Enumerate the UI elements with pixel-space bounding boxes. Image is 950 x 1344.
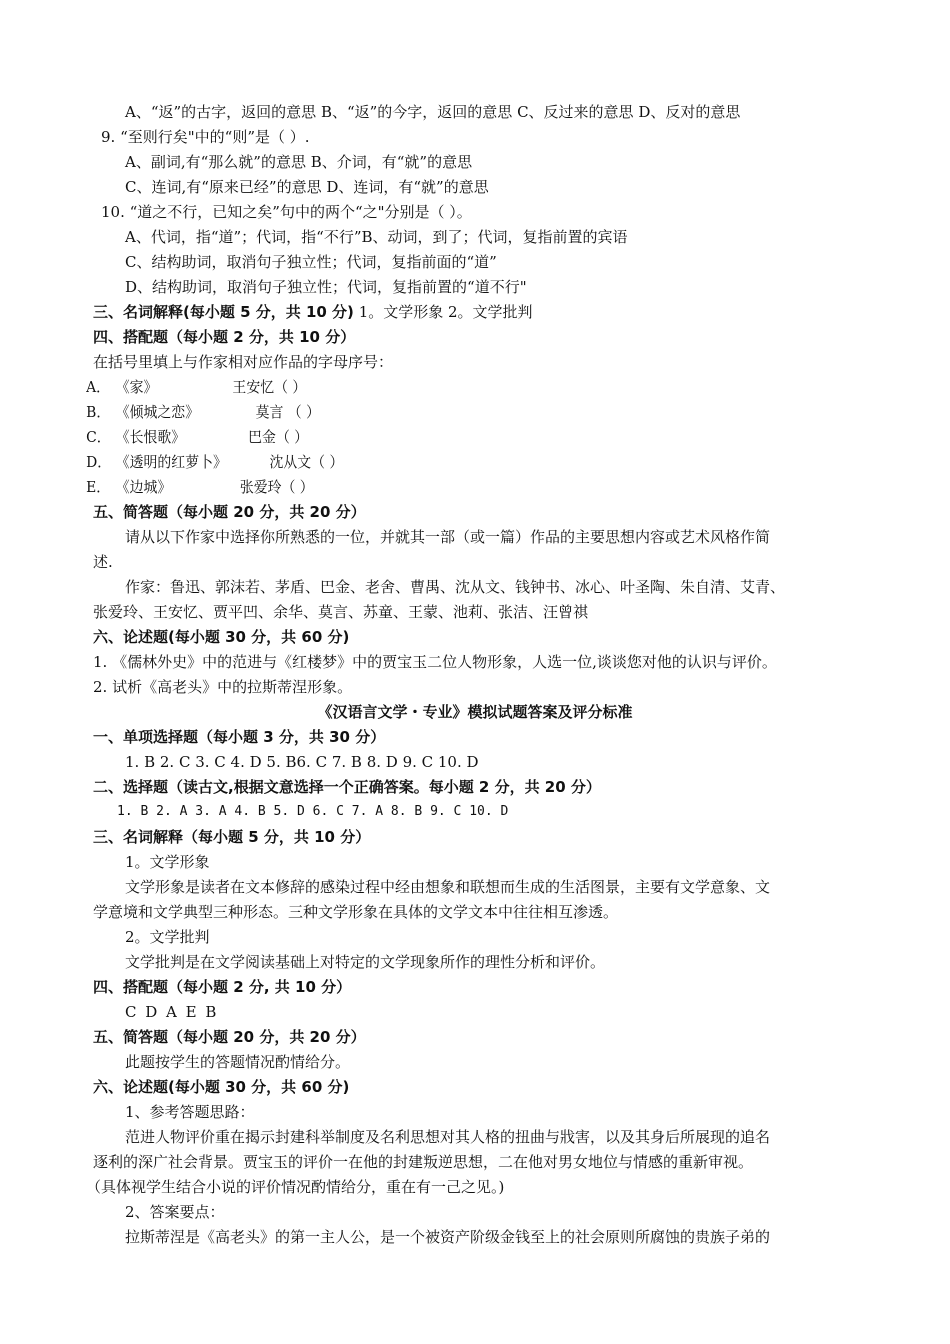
- section-4-heading: 四、搭配题（每小题 2 分，共 10 分）: [93, 328, 356, 346]
- match-work: 《长恨歌》: [115, 428, 186, 446]
- match-work: 《倾城之恋》: [115, 403, 200, 421]
- match-author: 莫言 （ ）: [255, 403, 320, 421]
- match-author: 王安忆（ ）: [232, 378, 307, 396]
- answer-4-heading: 四、搭配题（每小题 2 分, 共 10 分）: [93, 978, 352, 996]
- match-letter: C．: [86, 428, 111, 446]
- q10-option-c: C、结构助词，取消句子独立性；代词，复指前面的“道”: [125, 253, 497, 271]
- match-row-a: [0, 377, 880, 397]
- section-4-instruction: 在括号里填上与作家相对应作品的字母序号：: [93, 353, 394, 371]
- section-5-heading: 五、简答题（每小题 20 分，共 20 分）: [93, 503, 366, 521]
- q9-options-ab: A、副词,有“那么就”的意思 B、介词，有“就”的意思: [125, 153, 473, 171]
- match-author: 张爱玲（ ）: [239, 478, 314, 496]
- match-letter: A．: [86, 378, 111, 396]
- q8-options: A、“返”的古字，返回的意思 B、“返”的今字，返回的意思 C、反过来的意思 D、反对的意思: [125, 103, 741, 121]
- section-6-q2: 2. 试析《高老头》中的拉斯蒂涅形象。: [93, 678, 353, 696]
- answer-5-heading: 五、简答题（每小题 20 分，共 20 分）: [93, 1028, 366, 1046]
- answer-6-para-2-a: 拉斯蒂涅是《高老头》的第一主人公，是一个被资产阶级金钱至上的社会原则所腐蚀的贵族子弟的: [125, 1228, 771, 1246]
- match-work: 《边城》: [115, 478, 172, 496]
- q10-stem: 10. “道之不行，已知之矣”句中的两个“之"分别是（ ）。: [101, 203, 472, 221]
- answer-6-para-1-a: 范进人物评价重在揭示封建科举制度及名利思想对其人格的扭曲与戕害，以及其身后所展现的追名: [125, 1128, 771, 1146]
- match-row-d: [0, 452, 880, 472]
- answer-2-values: 1. B 2. A 3. A 4. B 5. D 6. C 7. A 8. B 9. C 10. D: [117, 804, 509, 819]
- answer-6-para-1-c: （具体视学生结合小说的评价情况酌情给分，重在有一己之见。): [86, 1178, 505, 1196]
- answer-key-title: 《汉语言文学・专业》模拟试题答案及评分标准: [317, 703, 633, 721]
- answer-3-def-1-a: 文学形象是读者在文本修辞的感染过程中经由想象和联想而生成的生活图景，主要有文学意象、文: [125, 878, 771, 896]
- section-6-heading: 六、论述题(每小题 30 分，共 60 分): [93, 628, 350, 646]
- section-5-para2-b: 张爱玲、王安忆、贾平凹、余华、莫言、苏童、王蒙、池莉、张洁、汪曾祺: [93, 603, 589, 621]
- match-letter: D．: [86, 453, 112, 471]
- answer-6-title-1: 1、参考答题思路：: [125, 1103, 255, 1121]
- section-5-para2-a: 作家：鲁迅、郭沫若、茅盾、巴金、老舍、曹禺、沈从文、钱钟书、冰心、叶圣陶、朱自清、艾青、: [125, 578, 786, 596]
- section-3-items: 1。文学形象 2。文学批判: [358, 303, 533, 321]
- match-letter: E．: [86, 478, 111, 496]
- match-row-c: [0, 427, 880, 447]
- q10-option-d: D、结构助词，取消句子独立性；代词，复指前置的“道不行": [125, 278, 527, 296]
- match-author: 巴金（ ）: [248, 428, 309, 446]
- match-work: 《透明的红萝卜》: [115, 453, 227, 471]
- answer-6-para-1-b: 逐利的深广社会背景。贾宝玉的评价一在他的封建叛逆思想，二在他对男女地位与情感的重新审视。: [93, 1153, 754, 1171]
- answer-2-heading: 二、选择题（读古文,根据文意选择一个正确答案。每小题 2 分，共 20 分）: [93, 778, 601, 796]
- answer-6-heading: 六、论述题(每小题 30 分，共 60 分): [93, 1078, 350, 1096]
- answer-6-title-2: 2、答案要点：: [125, 1203, 225, 1221]
- answer-3-term-1: 1。文学形象: [125, 853, 210, 871]
- section-3-line: [93, 302, 533, 322]
- match-row-e: [0, 477, 880, 497]
- q10-options-ab: A、代词，指“道”；代词，指“不行”B、动词，到了；代词，复指前置的宾语: [125, 228, 628, 246]
- answer-5-text: 此题按学生的答题情况酌情给分。: [125, 1053, 351, 1071]
- q9-options-cd: C、连词,有“原来已经”的意思 D、连词，有“就”的意思: [125, 178, 489, 196]
- match-work: 《家》: [115, 378, 158, 396]
- answer-3-term-2: 2。文学批判: [125, 928, 210, 946]
- section-3-heading: 三、名词解释(每小题 5 分，共 10 分): [93, 303, 354, 321]
- answer-1-values: 1. B 2. C 3. C 4. D 5. B6. C 7. B 8. D 9. C 10. D: [125, 753, 479, 771]
- q9-stem: 9. “至则行矣"中的“则”是（ ）.: [101, 128, 310, 146]
- answer-1-heading: 一、单项选择题（每小题 3 分，共 30 分）: [93, 728, 386, 746]
- section-5-para1-a: 请从以下作家中选择你所熟悉的一位，并就其一部（或一篇）作品的主要思想内容或艺术风格作简: [125, 528, 771, 546]
- answer-3-def-2: 文学批判是在文学阅读基础上对特定的文学现象所作的理性分析和评价。: [125, 953, 606, 971]
- answer-3-heading: 三、名词解释（每小题 5 分，共 10 分）: [93, 828, 371, 846]
- section-6-q1: 1. 《儒林外史》中的范进与《红楼梦》中的贾宝玉二位人物形象，人选一位,谈谈您对他的认识与评价。: [93, 653, 777, 671]
- match-row-b: [0, 402, 880, 422]
- match-author: 沈从文（ ）: [269, 453, 344, 471]
- answer-3-def-1-b: 学意境和文学典型三种形态。三种文学形象在具体的文学文本中往往相互渗透。: [93, 903, 619, 921]
- section-5-para1-b: 述.: [93, 553, 113, 571]
- match-letter: B．: [86, 403, 111, 421]
- answer-4-values: C D A E B: [125, 1003, 217, 1021]
